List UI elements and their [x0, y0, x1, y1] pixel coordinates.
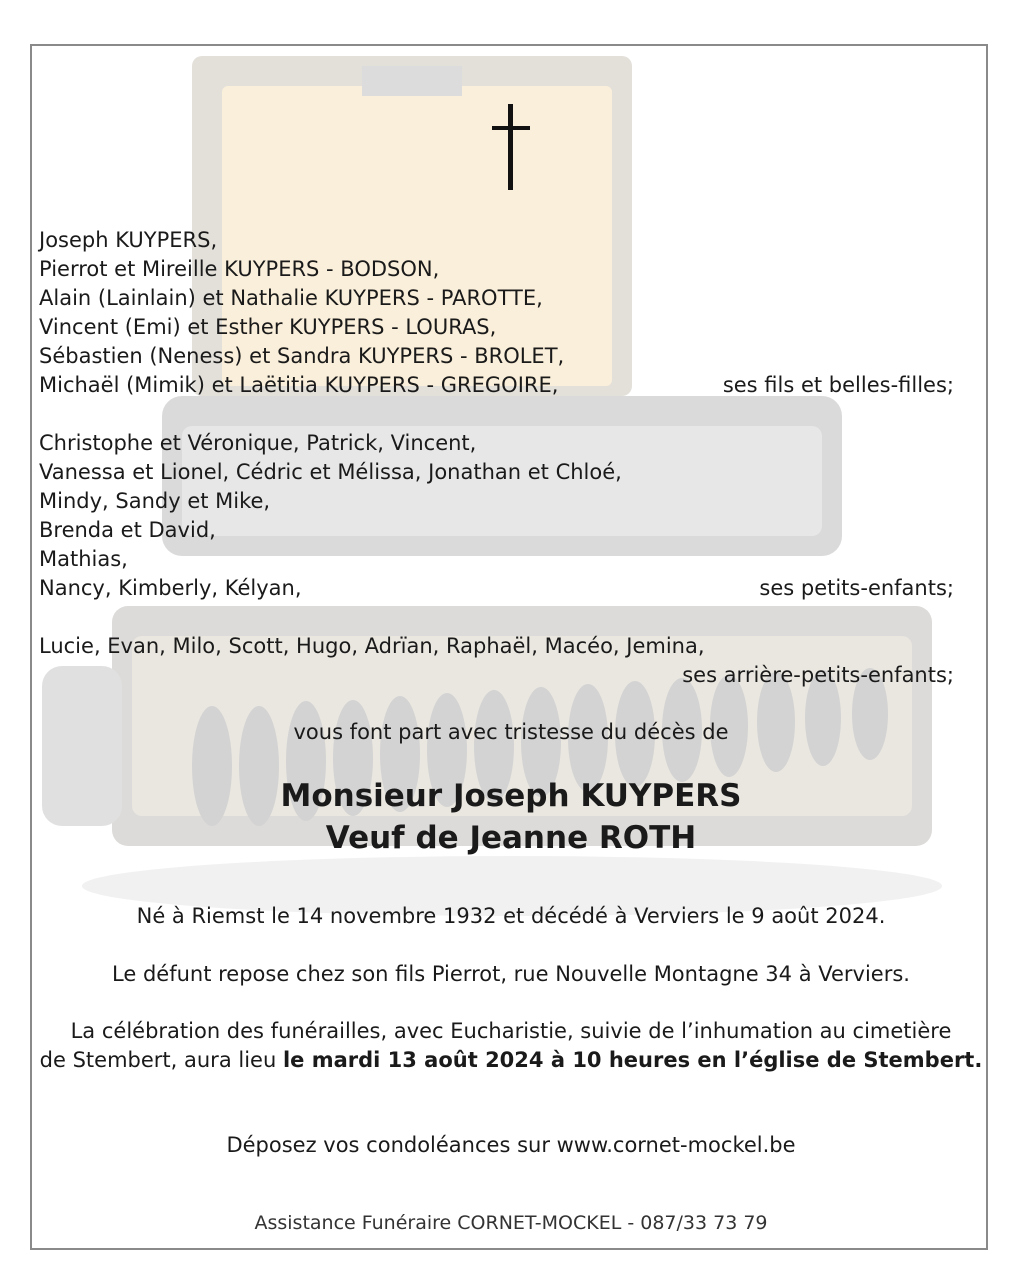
family-line: Vanessa et Lionel, Cédric et Mélissa, Jonathan et Chloé, [39, 460, 622, 484]
family-line: Christophe et Véronique, Patrick, Vincent, [39, 431, 477, 455]
deceased-name: Monsieur Joseph KUYPERS [280, 778, 742, 814]
family-line: Mindy, Sandy et Mike, [39, 489, 271, 513]
footer-funeral-home: Assistance Funéraire CORNET-MOCKEL - 087/33 73 79 [254, 1212, 768, 1234]
family-line: Pierrot et Mireille KUYPERS - BODSON, [39, 257, 440, 281]
funeral-line-1: La célébration des funérailles, avec Eucharistie, suivie de l’inhumation au cimetière [70, 1019, 952, 1043]
cross-icon [492, 104, 532, 190]
family-line: Alain (Lainlain) et Nathalie KUYPERS - PAROTTE, [39, 286, 543, 310]
obituary-frame [30, 44, 988, 1250]
funeral-line-2 [32, 1046, 988, 1074]
family-line: Nancy, Kimberly, Kélyan, [39, 576, 302, 600]
condolences-link[interactable]: Déposez vos condoléances sur www.cornet-mockel.be [226, 1133, 796, 1157]
birth-death-line: Né à Riemst le 14 novembre 1932 et décédé à Verviers le 9 août 2024. [136, 904, 886, 928]
family-line: Mathias, [39, 547, 128, 571]
family-line: Lucie, Evan, Milo, Scott, Hugo, Adrïan, Raphaël, Macéo, Jemina, [39, 634, 705, 658]
family-line: Michaël (Mimik) et Laëtitia KUYPERS - GREGOIRE, [39, 373, 559, 397]
family-line: Brenda et David, [39, 518, 216, 542]
funeral-date-location: le mardi 13 août 2024 à 10 heures en l’église de Stembert. [282, 1048, 983, 1072]
funeral-line-2-prefix: de Stembert, aura lieu [39, 1048, 283, 1072]
grandchildren-relation-label: ses petits-enfants; [759, 576, 954, 600]
family-line: Vincent (Emi) et Esther KUYPERS - LOURAS, [39, 315, 497, 339]
family-line: Sébastien (Neness) et Sandra KUYPERS - BROLET, [39, 344, 565, 368]
spouse-line: Veuf de Jeanne ROTH [325, 820, 697, 856]
announcement-intro: vous font part avec tristesse du décès de [293, 720, 729, 744]
sons-relation-label: ses fils et belles-filles; [722, 373, 954, 397]
family-line: Joseph KUYPERS, [39, 228, 218, 252]
great-grandchildren-relation-label: ses arrière-petits-enfants; [682, 663, 954, 687]
rest-location-line: Le défunt repose chez son fils Pierrot, rue Nouvelle Montagne 34 à Verviers. [112, 962, 910, 986]
